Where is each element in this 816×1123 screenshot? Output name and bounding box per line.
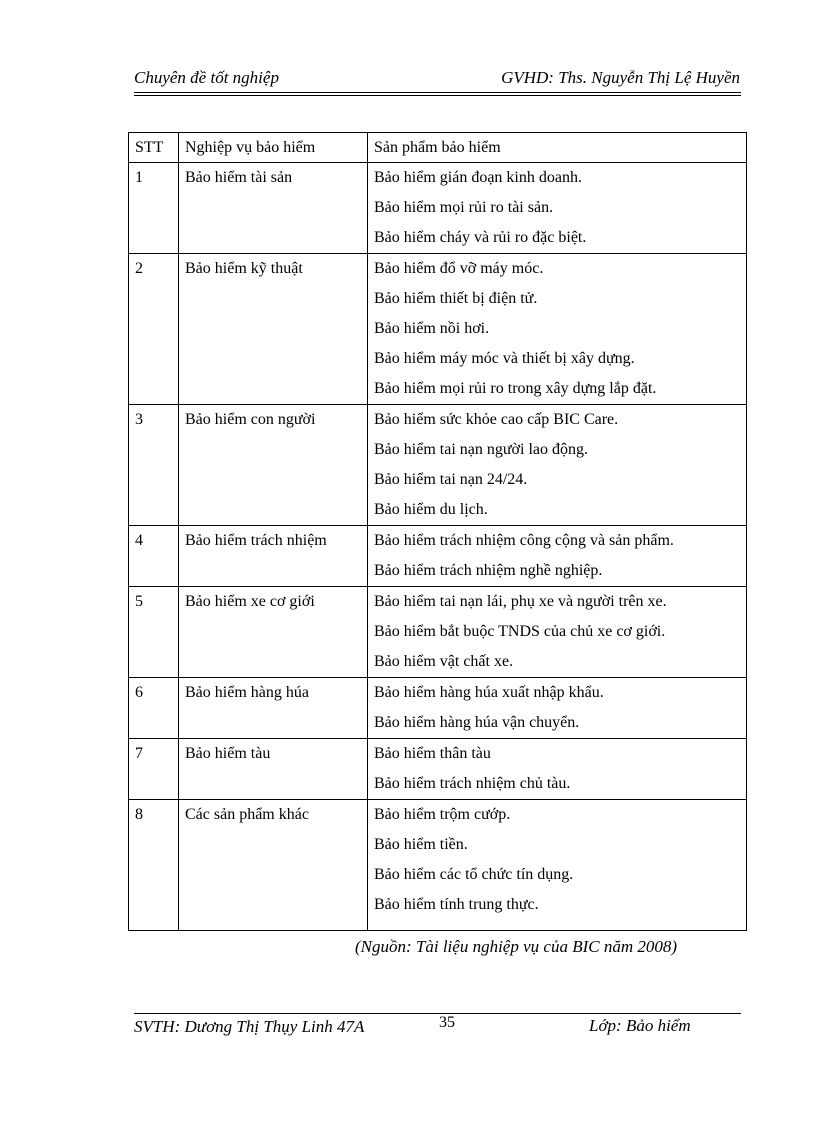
row-category-cell (179, 739, 368, 800)
row-category-cell (179, 254, 368, 405)
row-products-cell (368, 405, 747, 526)
footer-divider (134, 1013, 741, 1014)
row-products-cell (368, 800, 747, 931)
row-stt: 6 (135, 684, 143, 701)
row-stt: 3 (135, 411, 143, 428)
column-header-category: Nghiệp vụ bảo hiểm (179, 133, 368, 163)
table-body (129, 163, 747, 931)
table-row (129, 526, 747, 587)
product-item: Bảo hiểm bắt buộc TNDS của chủ xe cơ giới. (374, 623, 666, 640)
row-category-cell (179, 526, 368, 587)
row-stt-cell (129, 405, 179, 526)
class-name: Lớp: Bảo hiểm (589, 1016, 691, 1035)
page-footer (134, 1016, 741, 1066)
product-item: Bảo hiểm du lịch. (374, 501, 488, 518)
product-item: Bảo hiểm thiết bị điện tử. (374, 290, 538, 307)
header-divider (134, 92, 741, 93)
row-stt: 7 (135, 745, 143, 762)
product-item: Bảo hiểm tính trung thực. (374, 896, 539, 913)
product-item: Bảo hiểm hàng húa xuất nhập khẩu. (374, 684, 604, 701)
product-item: Bảo hiểm sức khỏe cao cấp BIC Care. (374, 411, 619, 428)
product-item: Bảo hiểm các tổ chức tín dụng. (374, 866, 574, 883)
row-stt-cell (129, 254, 179, 405)
row-products-cell (368, 739, 747, 800)
row-stt-cell (129, 800, 179, 931)
table-row (129, 739, 747, 800)
row-category: Các sản phẩm khác (185, 806, 309, 823)
row-products-cell (368, 254, 747, 405)
product-item: Bảo hiểm mọi rủi ro tài sản. (374, 199, 554, 216)
page-number: 35 (439, 1014, 455, 1031)
product-item: Bảo hiểm vật chất xe. (374, 653, 514, 670)
row-category-cell (179, 587, 368, 678)
product-item: Bảo hiểm trách nhiệm chủ tàu. (374, 775, 571, 792)
row-category: Bảo hiểm tài sản (185, 169, 293, 186)
product-item: Bảo hiểm tiền. (374, 836, 468, 853)
row-category: Bảo hiểm con người (185, 411, 316, 428)
row-products-cell (368, 526, 747, 587)
product-item: Bảo hiểm hàng húa vận chuyển. (374, 714, 580, 731)
row-category-cell (179, 678, 368, 739)
row-category: Bảo hiểm kỹ thuật (185, 260, 303, 277)
row-stt: 1 (135, 169, 143, 186)
product-item: Bảo hiểm trộm cướp. (374, 806, 511, 823)
insurance-products-table (128, 132, 747, 931)
product-item: Bảo hiểm trách nhiệm nghề nghiệp. (374, 562, 603, 579)
product-item: Bảo hiểm mọi rủi ro trong xây dựng lắp đặt. (374, 380, 657, 397)
row-stt-cell (129, 678, 179, 739)
product-item: Bảo hiểm gián đoạn kinh doanh. (374, 169, 582, 186)
product-item: Bảo hiểm tai nạn người lao động. (374, 441, 588, 458)
page-header (134, 68, 740, 94)
table-row (129, 587, 747, 678)
table-row (129, 800, 747, 931)
product-item: Bảo hiểm máy móc và thiết bị xây dựng. (374, 350, 635, 367)
table-row (129, 254, 747, 405)
table-row (129, 163, 747, 254)
document-title: Chuyên đề tốt nghiệp (134, 68, 279, 87)
row-category: Bảo hiểm xe cơ giới (185, 593, 315, 610)
product-item: Bảo hiểm cháy và rủi ro đặc biệt. (374, 229, 587, 246)
row-category: Bảo hiểm tàu (185, 745, 271, 762)
row-stt: 8 (135, 806, 143, 823)
row-category-cell (179, 405, 368, 526)
row-category-cell (179, 800, 368, 931)
row-products-cell (368, 587, 747, 678)
product-item: Bảo hiểm thân tàu (374, 745, 491, 762)
row-stt-cell (129, 526, 179, 587)
row-category-cell (179, 163, 368, 254)
row-products-cell (368, 163, 747, 254)
row-stt: 5 (135, 593, 143, 610)
table-header-row (129, 133, 747, 163)
product-item: Bảo hiểm đổ vỡ máy móc. (374, 260, 544, 277)
supervisor-name: GVHD: Ths. Nguyễn Thị Lệ Huyền (501, 68, 740, 87)
product-item: Bảo hiểm tai nạn lái, phụ xe và người trên xe. (374, 593, 667, 610)
row-stt-cell (129, 739, 179, 800)
row-products-cell (368, 678, 747, 739)
source-note: (Nguồn: Tài liệu nghiệp vụ của BIC năm 2008) (355, 937, 678, 956)
row-category: Bảo hiểm hàng húa (185, 684, 309, 701)
table-row (129, 405, 747, 526)
row-stt: 4 (135, 532, 143, 549)
product-item: Bảo hiểm tai nạn 24/24. (374, 471, 528, 488)
row-stt: 2 (135, 260, 143, 277)
student-name: SVTH: Dương Thị Thụy Linh 47A (134, 1017, 365, 1036)
row-category: Bảo hiểm trách nhiệm (185, 532, 327, 549)
column-header-stt: STT (129, 133, 179, 163)
table-row (129, 678, 747, 739)
header-divider-secondary (134, 95, 741, 96)
row-stt-cell (129, 163, 179, 254)
row-stt-cell (129, 587, 179, 678)
product-item: Bảo hiểm trách nhiệm công cộng và sản phẩm. (374, 532, 674, 549)
product-item: Bảo hiểm nồi hơi. (374, 320, 490, 337)
column-header-products: Sản phẩm bảo hiểm (368, 133, 747, 163)
